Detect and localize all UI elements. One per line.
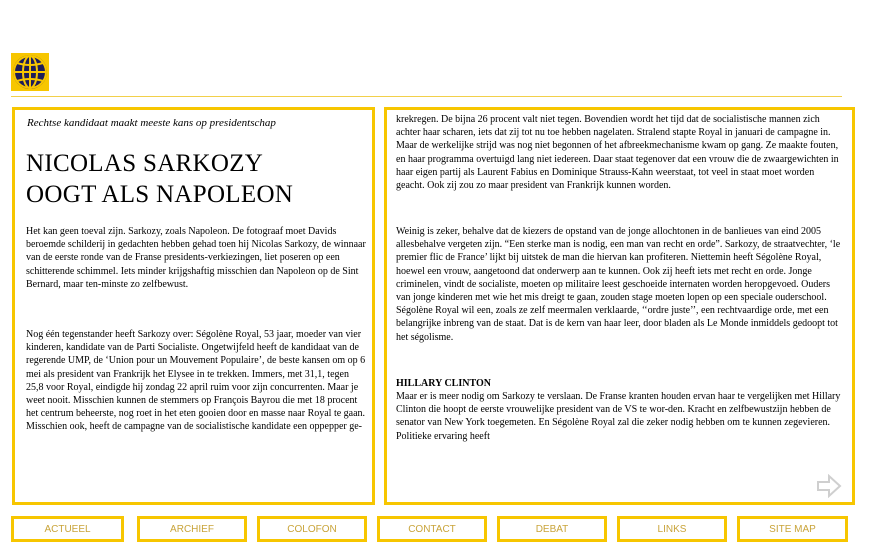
header-divider: [11, 96, 842, 97]
nav-colofon[interactable]: COLOFON: [257, 516, 367, 542]
headline-line-1: NICOLAS SARKOZY: [26, 150, 264, 177]
section-heading: HILLARY CLINTON: [396, 378, 491, 389]
article-subtitle: Rechtse kandidaat maakt meeste kans op presidentschap: [27, 117, 276, 129]
article-paragraph: krekregen. De bijna 26 procent valt niet tegen. Bovendien wordt het tijd dat de socialistische mannen zich achter haar scharen, iets dat zij tot nu toe hebben nagelaten. Stralend stapte Royal in januari de campagne in. Maar de werkelijke strijd was nog niet begonnen of het afbreekmechanisme kwam op gang. Ze maakte fouten, en haar programma overtuigd lang niet iedereen. Daar staat tegenover dat een vrouw die de zwaargewichten in haar eigen partij als Laurent Fabius en Dominique Strauss-Kahn weerstaat, tot veel in staat moet worden geacht. Ook zij zou zo maar president van Frankrijk kunnen worden.: [396, 114, 839, 192]
headline-line-2: OOGT ALS NAPOLEON: [26, 181, 294, 208]
arrow-right-icon[interactable]: [816, 474, 842, 498]
article-left-column: [12, 107, 375, 505]
article-paragraph: Het kan geen toeval zijn. Sarkozy, zoals Napoleon. De fotograaf moet Davids beroemde schilderij in gedachten hebben gehad toen hij Nicolas Sarkozy, de winnaar van de eerste ronde van de Franse presidents-verkiezingen, liet poseren op een schitterende schimmel. Iets minder krijgshaftig misschien dan Napoleon op de Sint Bernard, maar ten-minste zo zelfbewust.: [26, 226, 366, 290]
nav-archief[interactable]: ARCHIEF: [137, 516, 247, 542]
article-right-column: [384, 107, 855, 505]
nav-actueel[interactable]: ACTUEEL: [11, 516, 124, 542]
nav-debat[interactable]: DEBAT: [497, 516, 607, 542]
nav-site-map[interactable]: SITE MAP: [737, 516, 848, 542]
article-paragraph: Maar er is meer nodig om Sarkozy te verslaan. De Franse kranten houden ervan haar te vergelijken met Hillary Clinton die hoopt de eerste vrouwelijke president van de VS te wor-den. Kracht en zelfbewustzijn hebben de senator van New York toegemeten. En Ségolène Royal zal die zeker nodig hebben om te kunnen zegevieren. Politieke ervaring heeft: [396, 391, 841, 442]
nav-contact[interactable]: CONTACT: [377, 516, 487, 542]
nav-links[interactable]: LINKS: [617, 516, 727, 542]
article-headline: [26, 148, 371, 210]
article-paragraph: Nog één tegenstander heeft Sarkozy over: Ségolène Royal, 53 jaar, moeder van vier kinderen, kandidate van de Parti Socialiste. Ongetwijfeld heeft de kandidaat van de regerende UMP, de ‘Union pour un Mouvement Populaire’, de beste kansen om op 6 mei als president van Frankrijk het Elysee in te trekken. Immers, met 31,1, tegen 25,8 voor Royal, eindigde hij zondag 22 april ruim voor zijn concurrenten. Maar je weet nooit. Misschien kunnen de stemmers op François Bayrou die met 18 procent het centrum beheerste, nog roet in het eten gooien door en masse naar Royal te gaan. Misschien ook, heeft de campagne van de socialistische kandidate een oppepper ge-: [26, 329, 366, 433]
globe-icon[interactable]: [11, 53, 49, 91]
article-paragraph: Weinig is zeker, behalve dat de kiezers de opstand van de jonge allochtonen in de banlieues van eind 2005 allesbehalve vergeten zijn. “Een sterke man is nodig, een man van recht en orde”. Sarkozy, de straatvechter, ‘le premier flic de France’ lijkt bij uitstek de man die hiervan kan profiteren. Niettemin heeft Ségolène Royal, hoewel een vrouw, aangetoond dat onderwerp aan te kunnen. Ook zij heeft iets met recht en orde. Jonge criminelen, vindt de socialiste, moeten op militaire leest geschoeide internaten worden heropgevoed. Ouders van jonge kinderen met wie het mis dreigt te gaan, zouden stage moeten lopen op een speciale ouderschool. Ségolène Royal wil een, zoals ze zelf meermalen verklaarde, ‘‘ordre juste’’, een rechtvaardige orde, met een belangrijke inbreng van de staat. Dat is de kern van haar leer, door bladen als Le Monde inmiddels gedoopt tot het ségolisme.: [396, 226, 841, 343]
